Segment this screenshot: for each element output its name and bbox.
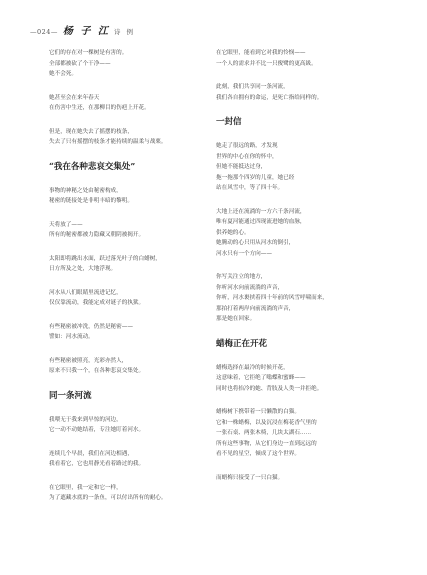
stanza (49, 356, 219, 377)
stanza (49, 415, 219, 436)
poem-title: “我在各种悲哀交集处” (49, 161, 136, 172)
poem-line: 它们的存在对一棵树是有害的。 (49, 50, 128, 56)
poem-line: 在伤害中生还，在那柳目的伤疤上开花。 (49, 105, 150, 111)
poem-line: 连续几个早晨，我们在河边相遇， (49, 450, 133, 457)
poem-line: 太阳即将跳出水面，跃过落光叶子的白蜡树， (49, 255, 161, 262)
poem-line: 但她不能抵达过身， (216, 164, 267, 170)
poem-line: 失去了只有摇摆的枝条才能持续的温柔与战栗。 (49, 139, 167, 145)
poem-line: 我喂无于我来到早惊的河边， (49, 416, 122, 423)
right-column (216, 48, 386, 496)
poem-line: 仅仅靠流动，我能定成对谜子的执狱。 (49, 300, 145, 306)
poem-line: 在它眼里，能看到它对我的怜悯—— (216, 50, 306, 56)
poem-line: 唯有夏河能通过四现流进她的血脉， (216, 219, 306, 225)
stanza (216, 82, 386, 103)
stanza (216, 473, 386, 484)
poem-line: 所有这些事物，从它们身边一直到远远的 (216, 440, 317, 447)
poem-line: 全部都被砍了个干净—— (49, 60, 111, 67)
left-column (49, 48, 219, 517)
poem-line: 天将放了—— (49, 221, 83, 228)
poem-line: 大地上还在流淌的一方六千条河流， (216, 208, 306, 215)
poem-line: 你听，河水裹挟着四十年前的风雪呼啸而来， (216, 295, 328, 301)
poem-line: 秘密的链接处是非明丰暗的黎明。 (49, 198, 133, 204)
page-number: —024— (30, 28, 58, 36)
poem-line: 所有的秘密都被力隐藏又朝阴被揭开。 (49, 232, 145, 238)
poem-line: 那拍打着两岸向前流淌的声音， (216, 305, 295, 312)
stanza (49, 48, 219, 80)
poem-line: 河水从八们眼睛里流进记忆， (49, 289, 122, 296)
stanza (49, 93, 219, 114)
stanza (216, 48, 386, 69)
poem-line: 拖一拖那个四岁的儿童，她已经 (216, 174, 295, 181)
stanza (216, 363, 386, 395)
poem-line: 一个人的需求并不比一只俊鹭的更高級。 (216, 60, 317, 67)
stanza (49, 186, 219, 207)
poem-line: 此刻，我们共享同一条河流， (216, 84, 289, 90)
poem-line: 看不见的星空，倾成了这个世界。 (216, 451, 300, 457)
stanza (49, 254, 219, 275)
poem-line: 有些秘密被冲洗，仍然是秘密—— (49, 323, 133, 330)
poem-line: 那是她在回家。 (216, 316, 256, 322)
stanza (49, 322, 219, 343)
poem-title: 蜡梅正在开花 (216, 338, 268, 349)
stanza (49, 483, 219, 504)
stanza (49, 449, 219, 470)
poem-line: 供养她的心。 (216, 229, 250, 236)
poem-line: 这意味着，它拒绝了嗡蝶和蜜蜂—— (216, 375, 306, 381)
poem-title: 同一条河流 (49, 390, 92, 401)
poem-line: 同时也将抬冷的她、背肢及人类一并拒绝。 (216, 385, 323, 392)
poem-title: 一封信 (216, 117, 242, 127)
poem-line: 一张石桌、两张木椅，几块太湖石…… (216, 430, 312, 436)
poem-line: 我们各自拥有的命运，是死亡指给同样的。 (216, 94, 323, 101)
poem-line: 世界的中心在你的怀中， (216, 153, 278, 160)
stanza (49, 127, 219, 148)
poem-line: 有些秘密被照亮，光彩亦然人， (49, 357, 128, 364)
poem-line: 我看着它，它也用静光看着路过的我。 (49, 461, 145, 467)
poem-line: 蜡梅树下携带着一只懒散的白猫。 (216, 409, 300, 415)
stanza (216, 141, 386, 194)
poem-line: 日方所及之处，大地浮现。 (49, 266, 117, 272)
poem-line: 你写关注立的地方， (216, 274, 267, 280)
stanza (216, 272, 386, 325)
poem-line: 原来不只我一个，在各种悲哀交集处。 (49, 368, 145, 374)
stanza (216, 207, 386, 260)
poem-line: 为了遮藏水底的一条鱼，可以付出所有的耐心。 (49, 495, 167, 501)
stanza (49, 220, 219, 241)
poem-line: 站在风雪中，等了四十年。 (216, 185, 284, 191)
poem-line: 她甚至会在来年春天 (49, 94, 100, 101)
stanza (216, 407, 386, 460)
poem-line: 她腾动的心只用从河水的倒引， (216, 240, 295, 246)
poem-line: 在它眼里，我一定和它一样， (49, 484, 122, 491)
page-header (30, 22, 135, 36)
poem-line: 它和一株蜡梅，以及沉浸在梅花香气里的 (216, 419, 317, 426)
poem-line: 而蜡梅只接受了一只白猫。 (216, 474, 284, 481)
poem-line: 你听河水向前流淌的声音， (216, 284, 284, 291)
stanza (49, 288, 219, 309)
poem-line: 她不会死。 (49, 71, 77, 77)
poem-line: 事物的神秘之处由秘密构成， (49, 187, 122, 194)
poem-line: 但是，现在她失去了摇摆的枝条， (49, 128, 133, 135)
author-name: 杨 子 江 (62, 26, 110, 37)
poem-line: 譬如：河水流动。 (49, 334, 94, 340)
poem-line: 蜡梅选择在最冷的时候开花， (216, 364, 289, 371)
poem-line: 河水只有一个方向—— (216, 250, 272, 257)
poem-line: 它一动不动她结着，专注她盯着河水。 (49, 427, 145, 433)
poem-line: 她走了很远的路，才发现 (216, 143, 278, 149)
book-title: 诗 例 (113, 28, 135, 36)
